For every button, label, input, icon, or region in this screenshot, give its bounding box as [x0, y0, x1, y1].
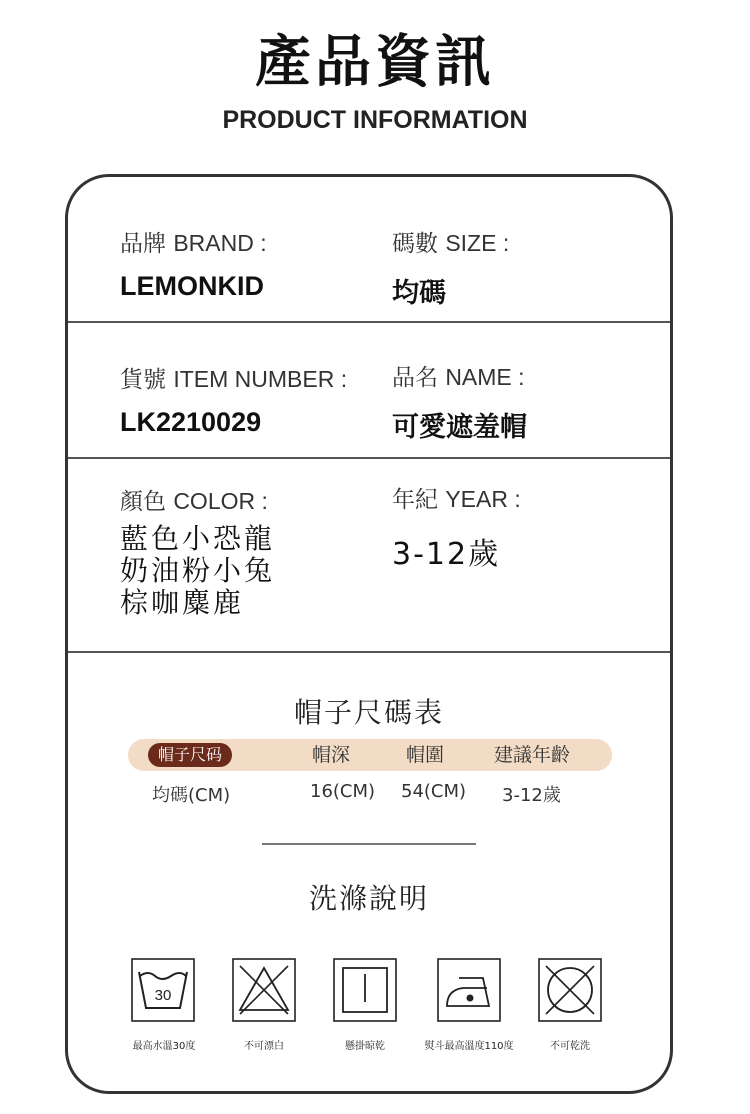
color-option: 藍色小恐龍 — [120, 522, 276, 555]
color-label-en: COLOR : — [173, 488, 268, 514]
care-label: 不可漂白 — [244, 1041, 284, 1052]
size-chart-cell: 54(CM) — [401, 781, 467, 802]
name-label-zh: 品名 — [392, 365, 438, 391]
divider — [68, 457, 670, 459]
size-value: 均碼 — [392, 278, 446, 309]
item-number-label — [120, 361, 347, 394]
year-label — [392, 481, 521, 514]
iron-low-icon — [437, 958, 501, 1022]
care-label: 熨斗最高溫度110度 — [424, 1041, 514, 1052]
wash-30-icon — [131, 958, 195, 1022]
section-divider — [262, 843, 476, 845]
divider — [68, 321, 670, 323]
care-title: 洗滌說明 — [308, 882, 429, 915]
page-title: 產品資訊 — [255, 30, 495, 95]
item-label-en: ITEM NUMBER : — [173, 366, 348, 392]
care-label: 最高水溫30度 — [132, 1041, 196, 1052]
size-label-en: SIZE : — [445, 230, 510, 256]
color-label-zh: 顏色 — [120, 489, 166, 515]
no-bleach-icon — [232, 958, 296, 1022]
no-dry-clean-icon — [538, 958, 602, 1022]
wash-temp-text: 30 — [154, 987, 172, 1004]
brand-label — [120, 225, 267, 258]
size-chart-header: 建議年齡 — [494, 744, 571, 766]
product-info-card — [65, 174, 673, 1094]
color-label — [120, 483, 268, 516]
care-label: 懸掛晾乾 — [345, 1041, 385, 1052]
product-name-value: 可愛遮羞帽 — [392, 412, 527, 443]
name-label-en: NAME : — [445, 364, 525, 390]
size-chart-header-tag: 帽子尺码 — [148, 743, 232, 767]
product-name-label — [392, 359, 525, 392]
care-label: 不可乾洗 — [550, 1041, 590, 1052]
year-value: 3-12歲 — [392, 537, 501, 572]
year-label-zh: 年紀 — [392, 487, 438, 513]
page-subtitle: PRODUCT INFORMATION — [222, 106, 528, 134]
brand-label-en: BRAND : — [173, 230, 267, 256]
brand-value: LEMONKID — [120, 271, 264, 301]
size-chart-header: 帽圍 — [406, 744, 445, 766]
size-chart-cell: 16(CM) — [310, 781, 376, 802]
divider — [68, 651, 670, 653]
size-chart-header: 帽深 — [312, 744, 351, 766]
color-option: 奶油粉小兔 — [120, 554, 276, 587]
item-number-value: LK2210029 — [120, 407, 262, 437]
size-label-zh: 碼數 — [392, 231, 438, 257]
item-label-zh: 貨號 — [120, 367, 166, 393]
brand-label-zh: 品牌 — [120, 231, 166, 257]
size-chart-cell: 均碼(CM) — [152, 785, 231, 806]
size-label — [392, 225, 509, 258]
size-chart-title: 帽子尺碼表 — [293, 696, 444, 729]
year-label-en: YEAR : — [445, 486, 521, 512]
size-chart-cell: 3-12歲 — [502, 785, 561, 806]
color-option: 棕咖麋鹿 — [120, 586, 245, 619]
color-list — [120, 523, 275, 619]
line-dry-icon — [333, 958, 397, 1022]
